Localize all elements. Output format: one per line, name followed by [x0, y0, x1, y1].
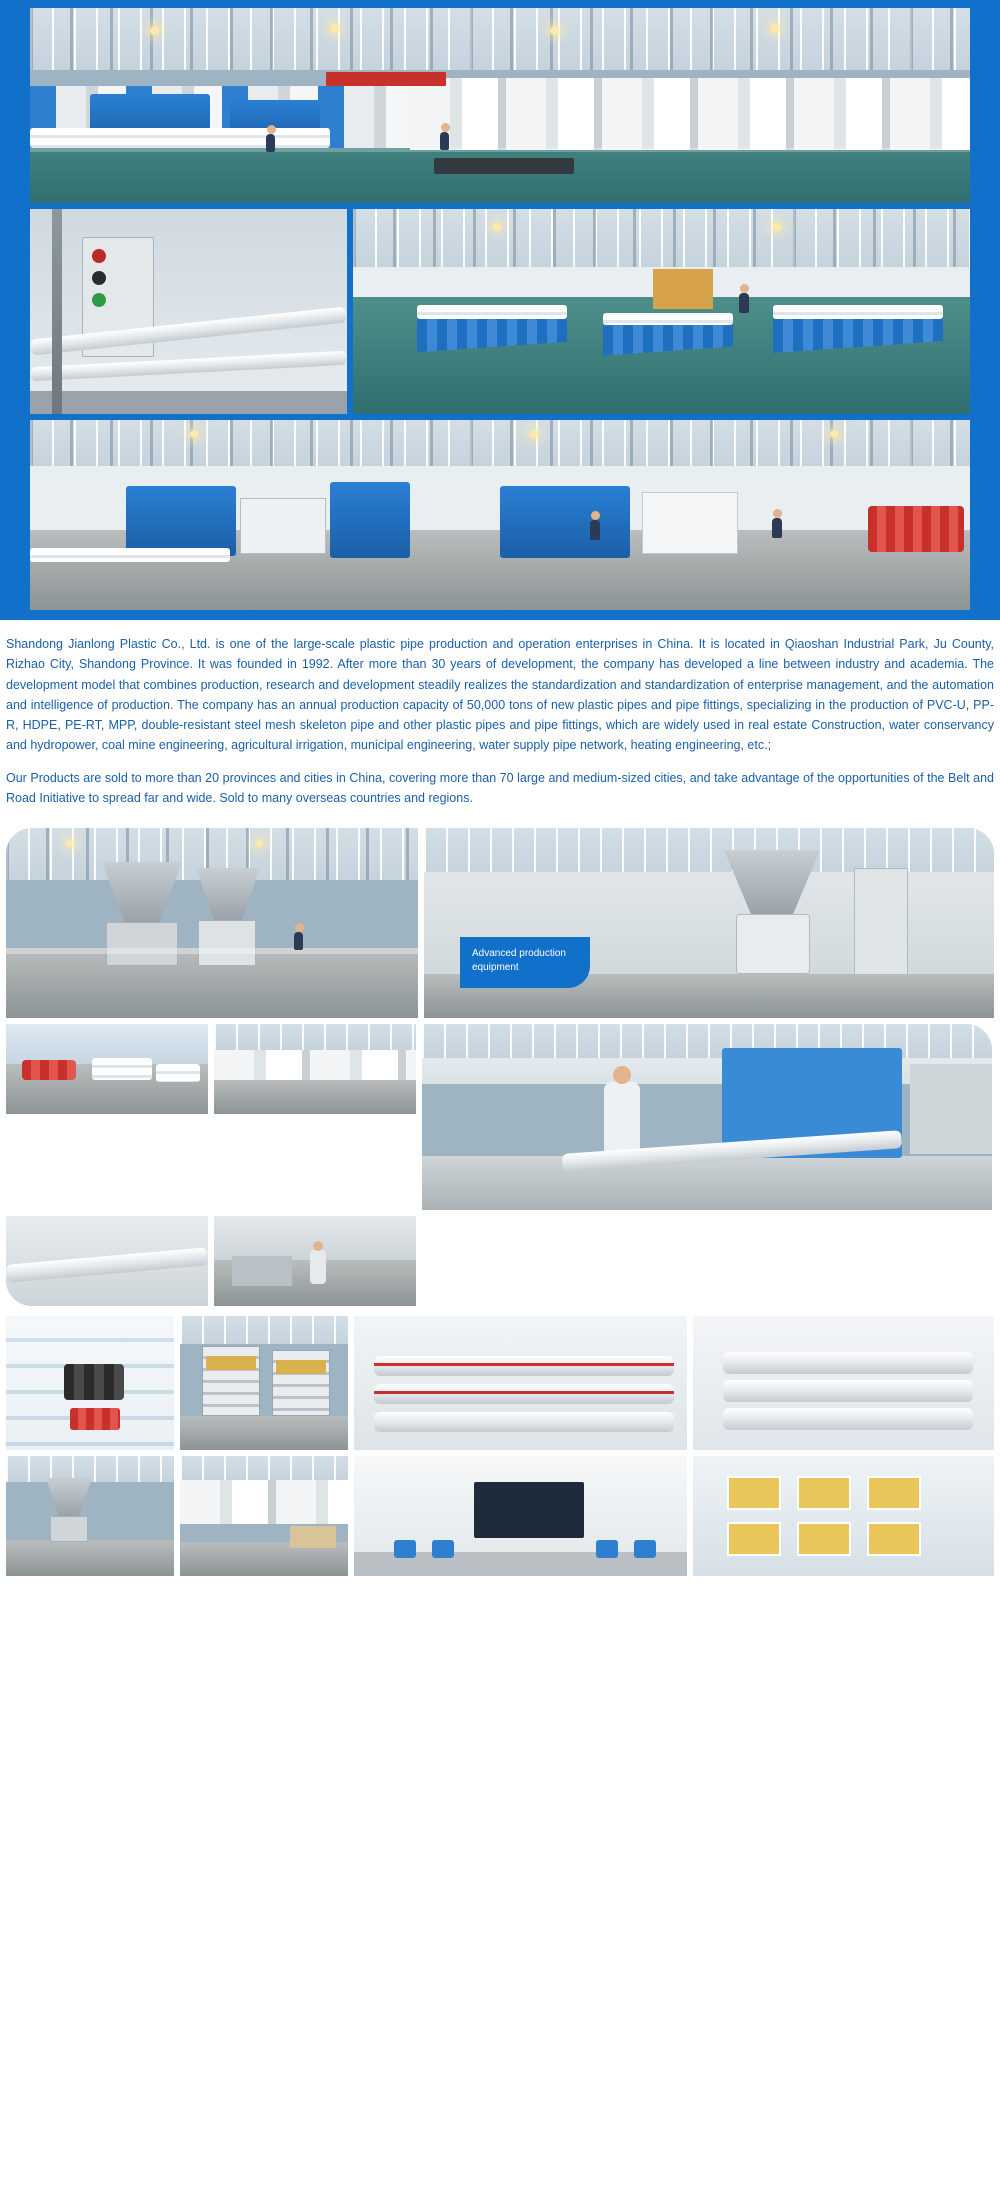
gallery-white-pipe [6, 1216, 208, 1306]
grid-line-overview [180, 1456, 348, 1576]
grid-certificates-wall [693, 1456, 994, 1576]
gallery-extruder-row [214, 1024, 416, 1114]
hero-row-3 [30, 420, 970, 610]
hero-pipe-storage [353, 209, 970, 414]
hero-row-2 [30, 209, 970, 414]
grid-meeting-room [354, 1456, 687, 1576]
grid-workshop-wide [6, 1456, 174, 1576]
grid-row-1 [6, 1316, 994, 1450]
factory-photo-banner [0, 0, 1000, 620]
hero-production-line [30, 420, 970, 610]
gallery-caption-text: Advanced production equipment [472, 948, 566, 973]
gallery-mixer-unit [424, 828, 994, 1018]
gallery-row-3 [6, 1216, 994, 1306]
about-paragraph-1: Shandong Jianlong Plastic Co., Ltd. is one of the large-scale plastic pipe production and operation enterprises in China. It is located in Qiaoshan Industrial Park, Ju County, Rizhao City, Shandong Province. It was founded in 1992. After more than 30 years of development, the company has developed a line between industry and academia. The development model that combines production, research and development steadily realizes the standardization and standardization of enterprise management, and the automation and intelligence of production. The company has an annual production capacity of 50,000 tons of new plastic pipes and pipe fittings, specializing in the production of PVC-U, PP-R, HDPE, PE-RT, MPP, double-resistant steel mesh skeleton pipe and other plastic pipes and pipe fittings, which are widely used in real estate Construction, water conservancy and hydropower, coal mine engineering, agricultural irrigation, municipal engineering, water supply pipe network, heating engineering, etc.; [6, 637, 994, 753]
grid-warehouse-racks [180, 1316, 348, 1450]
gallery-row-2 [6, 1024, 994, 1210]
grid-ppr-pipes-red-line [354, 1316, 687, 1450]
gallery-pipe-yard [6, 1024, 208, 1114]
about-paragraph-2: Our Products are sold to more than 20 provinces and cities in China, covering more than 70 large and medium-sized cities, and take advantage of the opportunities of the Belt and Road Initiative to spread far and wide. Sold to many overseas countries and regions. [6, 770, 994, 805]
facility-product-grid [0, 1312, 1000, 1590]
grid-fitting-display [6, 1316, 174, 1450]
gallery-mixer-hall [6, 828, 418, 1018]
grid-pipe-bundle-ends [693, 1316, 994, 1450]
grid-row-2 [6, 1456, 994, 1576]
hero-main-workshop [30, 8, 970, 203]
gallery-caption-tag [460, 937, 590, 988]
gallery-row-1 [6, 828, 994, 1018]
gallery-inspection [422, 1024, 992, 1210]
equipment-gallery [0, 824, 1000, 1306]
company-description [0, 620, 1000, 824]
hero-control-panel [30, 209, 347, 414]
hero-row-1 [30, 8, 970, 203]
gallery-operator [214, 1216, 416, 1306]
